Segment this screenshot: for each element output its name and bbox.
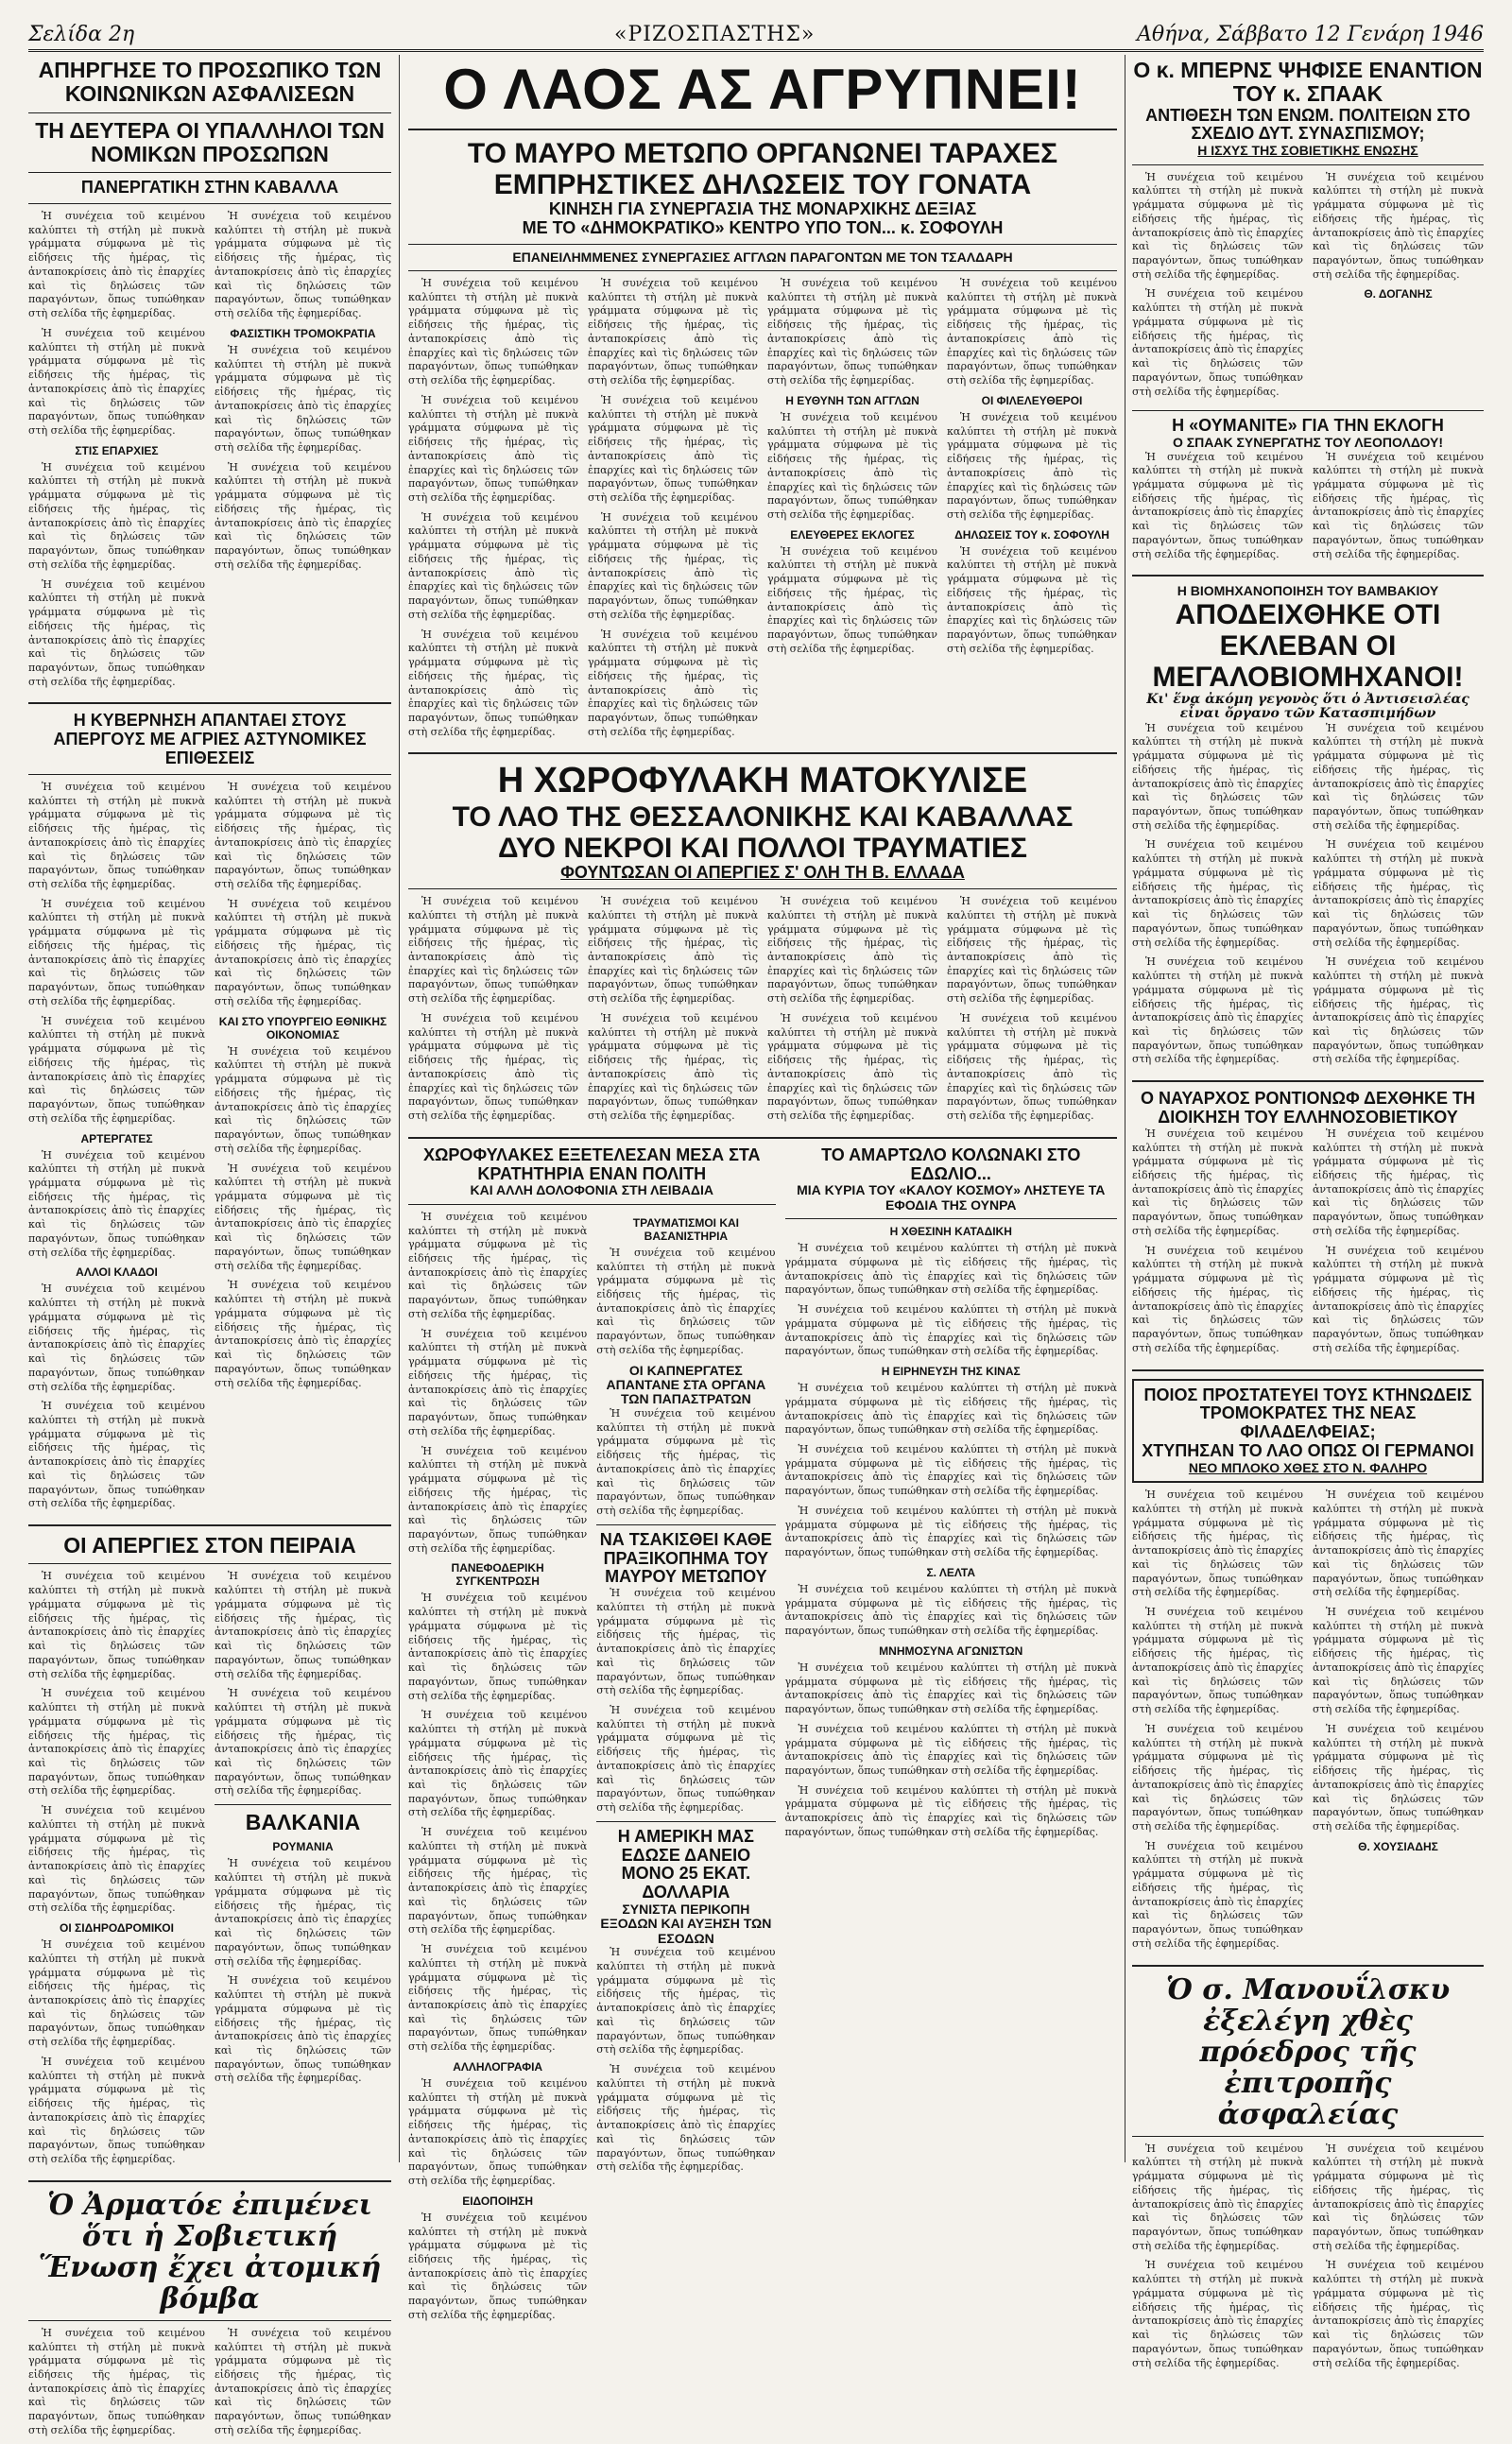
- article-text: Ἡ συνέχεια τοῦ κειμένου καλύπτει τὴ στήλη μὲ πυκνὰ γράμματα σύμφωνα μὲ τὶς εἰδήσεις τῆς ἡμέρας, τὶς ἀνταποκρίσεις ἀπὸ τὶς ἐπαρχίες καὶ τὶς δηλώσεις τῶν παραγόντων, ὅπως τυπώθηκαν στὴ σελίδα τῆς ἐφημερίδας.: [767, 1011, 937, 1123]
- article-text: Ἡ συνέχεια τοῦ κειμένου καλύπτει τὴ στήλη μὲ πυκνὰ γράμματα σύμφωνα μὲ τὶς εἰδήσεις τῆς ἡμέρας, τὶς ἀνταποκρίσεις ἀπὸ τὶς ἐπαρχίες καὶ τὶς δηλώσεις τῶν παραγόντων, ὅπως τυπώθηκαν στὴ σελίδα τῆς ἐφημερίδας.: [215, 460, 391, 571]
- article-text: Ἡ συνέχεια τοῦ κειμένου καλύπτει τὴ στήλη μὲ πυκνὰ γράμματα σύμφωνα μὲ τὶς εἰδήσεις τῆς ἡμέρας, τὶς ἀνταποκρίσεις ἀπὸ τὶς ἐπαρχίες καὶ τὶς δηλώσεις τῶν παραγόντων, ὅπως τυπώθηκαν στὴ σελίδα τῆς ἐφημερίδας.: [784, 1661, 1117, 1716]
- article-text: Ἡ συνέχεια τοῦ κειμένου καλύπτει τὴ στήλη μὲ πυκνὰ γράμματα σύμφωνα μὲ τὶς εἰδήσεις τῆς ἡμέρας, τὶς ἀνταποκρίσεις ἀπὸ τὶς ἐπαρχίες καὶ τὶς δηλώσεις τῶν παραγόντων, ὅπως τυπώθηκαν στὴ σελίδα τῆς ἐφημερίδας.: [588, 510, 758, 621]
- article-text: Ἡ συνέχεια τοῦ κειμένου καλύπτει τὴ στήλη μὲ πυκνὰ γράμματα σύμφωνα μὲ τὶς εἰδήσεις τῆς ἡμέρας, τὶς ἀνταποκρίσεις ἀπὸ τὶς ἐπαρχίες καὶ τὶς δηλώσεις τῶν παραγόντων, ὅπως τυπώθηκαν στὴ σελίδα τῆς ἐφημερίδας.: [588, 276, 758, 387]
- signature: Θ. ΔΟΓΑΝΗΣ: [1364, 287, 1433, 301]
- article-text: Ἡ συνέχεια τοῦ κειμένου καλύπτει τὴ στήλη μὲ πυκνὰ γράμματα σύμφωνα μὲ τὶς εἰδήσεις τῆς ἡμέρας, τὶς ἀνταποκρίσεις ἀπὸ τὶς ἐπαρχίες καὶ τὶς δηλώσεις τῶν παραγόντων, ὅπως τυπώθηκαν στὴ σελίδα τῆς ἐφημερίδας.: [215, 1044, 391, 1155]
- headline-lady-unrra: ΜΙΑ ΚΥΡΙΑ ΤΟΥ «ΚΑΛΟΥ ΚΟΣΜΟΥ» ΛΗΣΤΕΥΕ ΤΑ ΕΦΟΔΙΑ ΤΗΣ ΟΥΝΡΑ: [797, 1182, 1106, 1213]
- subhead: ΕΛΕΥΘΕΡΕΣ ΕΚΛΟΓΕΣ: [790, 527, 915, 542]
- article-text: Ἡ συνέχεια τοῦ κειμένου καλύπτει τὴ στήλη μὲ πυκνὰ γράμματα σύμφωνα μὲ τὶς εἰδήσεις τῆς ἡμέρας, τὶς ἀνταποκρίσεις ἀπὸ τὶς ἐπαρχίες καὶ τὶς δηλώσεις τῶν παραγόντων, ὅπως τυπώθηκαν στὴ σελίδα τῆς ἐφημερίδας.: [588, 1011, 758, 1123]
- article-text: Ἡ συνέχεια τοῦ κειμένου καλύπτει τὴ στήλη μὲ πυκνὰ γράμματα σύμφωνα μὲ τὶς εἰδήσεις τῆς ἡμέρας, τὶς ἀνταποκρίσεις ἀπὸ τὶς ἐπαρχίες καὶ τὶς δηλώσεις τῶν παραγόντων, ὅπως τυπώθηκαν στὴ σελίδα τῆς ἐφημερίδας.: [28, 326, 205, 437]
- article-text: Ἡ συνέχεια τοῦ κειμένου καλύπτει τὴ στήλη μὲ πυκνὰ γράμματα σύμφωνα μὲ τὶς εἰδήσεις τῆς ἡμέρας, τὶς ἀνταποκρίσεις ἀπὸ τὶς ἐπαρχίες καὶ τὶς δηλώσεις τῶν παραγόντων, ὅπως τυπώθηκαν στὴ σελίδα τῆς ἐφημερίδας.: [784, 1582, 1117, 1638]
- signature: Θ. ΧΟΥΣΙΑΔΗΣ: [1358, 1839, 1438, 1853]
- page-number: Σελίδα 2η: [28, 23, 135, 46]
- article-text: Ἡ συνέχεια τοῦ κειμένου καλύπτει τὴ στήλη μὲ πυκνὰ γράμματα σύμφωνα μὲ τὶς εἰδήσεις τῆς ἡμέρας, τὶς ἀνταποκρίσεις ἀπὸ τὶς ἐπαρχίες καὶ τὶς δηλώσεις τῶν παραγόντων, ὅπως τυπώθηκαν στὴ σελίδα τῆς ἐφημερίδας.: [784, 1504, 1117, 1559]
- article-text: Ἡ συνέχεια τοῦ κειμένου καλύπτει τὴ στήλη μὲ πυκνὰ γράμματα σύμφωνα μὲ τὶς εἰδήσεις τῆς ἡμέρας, τὶς ἀνταποκρίσεις ἀπὸ τὶς ἐπαρχίες καὶ τὶς δηλώσεις τῶν παραγόντων, ὅπως τυπώθηκαν στὴ σελίδα τῆς ἐφημερίδας.: [767, 544, 937, 655]
- article-text: Ἡ συνέχεια τοῦ κειμένου καλύπτει τὴ στήλη μὲ πυκνὰ γράμματα σύμφωνα μὲ τὶς εἰδήσεις τῆς ἡμέρας, τὶς ἀνταποκρίσεις ἀπὸ τὶς ἐπαρχίες καὶ τὶς δηλώσεις τῶν παραγόντων, ὅπως τυπώθηκαν στὴ σελίδα τῆς ἐφημερίδας.: [408, 1011, 578, 1123]
- paper-name: «ΡΙΖΟΣΠΑΣΤΗΣ»: [614, 23, 816, 46]
- subhead: ΜΝΗΜΟΣΥΝΑ ΑΓΩΝΙΣΤΩΝ: [879, 1644, 1023, 1658]
- article-text: Ἡ συνέχεια τοῦ κειμένου καλύπτει τὴ στήλη μὲ πυκνὰ γράμματα σύμφωνα μὲ τὶς εἰδήσεις τῆς ἡμέρας, τὶς ἀνταποκρίσεις ἀπὸ τὶς ἐπαρχίες καὶ τὶς δηλώσεις τῶν παραγόντων, ὅπως τυπώθηκαν στὴ σελίδα τῆς ἐφημερίδας.: [408, 1592, 588, 1702]
- article-text: Ἡ συνέχεια τοῦ κειμένου καλύπτει τὴ στήλη μὲ πυκνὰ γράμματα σύμφωνα μὲ τὶς εἰδήσεις τῆς ἡμέρας, τὶς ἀνταποκρίσεις ἀπὸ τὶς ἐπαρχίες καὶ τὶς δηλώσεις τῶν παραγόντων, ὅπως τυπώθηκαν στὴ σελίδα τῆς ἐφημερίδας.: [408, 1327, 588, 1437]
- article-text: Ἡ συνέχεια τοῦ κειμένου καλύπτει τὴ στήλη μὲ πυκνὰ γράμματα σύμφωνα μὲ τὶς εἰδήσεις τῆς ἡμέρας, τὶς ἀνταποκρίσεις ἀπὸ τὶς ἐπαρχίες καὶ τὶς δηλώσεις τῶν παραγόντων, ὅπως τυπώθηκαν στὴ σελίδα τῆς ἐφημερίδας.: [1132, 2259, 1304, 2369]
- subhead: ΣΤΙΣ ΕΠΑΡΧΙΕΣ: [75, 443, 159, 457]
- article-text: Ἡ συνέχεια τοῦ κειμένου καλύπτει τὴ στήλη μὲ πυκνὰ γράμματα σύμφωνα μὲ τὶς εἰδήσεις τῆς ἡμέρας, τὶς ἀνταποκρίσεις ἀπὸ τὶς ἐπαρχίες καὶ τὶς δηλώσεις τῶν παραγόντων, ὅπως τυπώθηκαν στὴ σελίδα τῆς ἐφημερίδας.: [28, 2055, 205, 2166]
- subhead: ΟΙ ΦΙΛΕΛΕΥΘΕΡΟΙ: [981, 393, 1083, 407]
- article-text: Ἡ συνέχεια τοῦ κειμένου καλύπτει τὴ στήλη μὲ πυκνὰ γράμματα σύμφωνα μὲ τὶς εἰδήσεις τῆς ἡμέρας, τὶς ἀνταποκρίσεις ἀπὸ τὶς ἐπαρχίες καὶ τὶς δηλώσεις τῶν παραγόντων, ὅπως τυπώθηκαν στὴ σελίδα τῆς ἐφημερίδας.: [1313, 1127, 1485, 1237]
- headline-execution: ΧΩΡΟΦΥΛΑΚΕΣ ΕΞΕΤΕΛΕΣΑΝ ΜΕΣΑ ΣΤΑ ΚΡΑΤΗΤΗΡΙΑ ΕΝΑΝ ΠΟΛΙΤΗ: [422, 1145, 761, 1183]
- article-text: Ἡ συνέχεια τοῦ κειμένου καλύπτει τὴ στήλη μὲ πυκνὰ γράμματα σύμφωνα μὲ τὶς εἰδήσεις τῆς ἡμέρας, τὶς ἀνταποκρίσεις ἀπὸ τὶς ἐπαρχίες καὶ τὶς δηλώσεις τῶν παραγόντων, ὅπως τυπώθηκαν στὴ σελίδα τῆς ἐφημερίδας.: [947, 544, 1117, 655]
- article-text: Ἡ συνέχεια τοῦ κειμένου καλύπτει τὴ στήλη μὲ πυκνὰ γράμματα σύμφωνα μὲ τὶς εἰδήσεις τῆς ἡμέρας, τὶς ἀνταποκρίσεις ἀπὸ τὶς ἐπαρχίες καὶ τὶς δηλώσεις τῶν παραγόντων, ὅπως τυπώθηκαν στὴ σελίδα τῆς ἐφημερίδας.: [1132, 287, 1304, 398]
- headline-dead-wounded: ΔΥΟ ΝΕΚΡΟΙ ΚΑΙ ΠΟΛΛΟΙ ΤΡΑΥΜΑΤΙΕΣ: [497, 833, 1028, 865]
- article-text: Ἡ συνέχεια τοῦ κειμένου καλύπτει τὴ στήλη μὲ πυκνὰ γράμματα σύμφωνα μὲ τὶς εἰδήσεις τῆς ἡμέρας, τὶς ἀνταποκρίσεις ἀπὸ τὶς ἐπαρχίες καὶ τὶς δηλώσεις τῶν παραγόντων, ὅπως τυπώθηκαν στὴ σελίδα τῆς ἐφημερίδας.: [947, 895, 1117, 1006]
- article-text: Ἡ συνέχεια τοῦ κειμένου καλύπτει τὴ στήλη μὲ πυκνὰ γράμματα σύμφωνα μὲ τὶς εἰδήσεις τῆς ἡμέρας, τὶς ἀνταποκρίσεις ἀπὸ τὶς ἐπαρχίες καὶ τὶς δηλώσεις τῶν παραγόντων, ὅπως τυπώθηκαν στὴ σελίδα τῆς ἐφημερίδας.: [784, 1303, 1117, 1358]
- article-text: Ἡ συνέχεια τοῦ κειμένου καλύπτει τὴ στήλη μὲ πυκνὰ γράμματα σύμφωνα μὲ τὶς εἰδήσεις τῆς ἡμέρας, τὶς ἀνταποκρίσεις ἀπὸ τὶς ἐπαρχίες καὶ τὶς δηλώσεις τῶν παραγόντων, ὅπως τυπώθηκαν στὴ σελίδα τῆς ἐφημερίδας.: [215, 209, 391, 320]
- article-text: Ἡ συνέχεια τοῦ κειμένου καλύπτει τὴ στήλη μὲ πυκνὰ γράμματα σύμφωνα μὲ τὶς εἰδήσεις τῆς ἡμέρας, τὶς ἀνταποκρίσεις ἀπὸ τὶς ἐπαρχίες καὶ τὶς δηλώσεις τῶν παραγόντων, ὅπως τυπώθηκαν στὴ σελίδα τῆς ἐφημερίδας.: [596, 1406, 776, 1517]
- article-text: Ἡ συνέχεια τοῦ κειμένου καλύπτει τὴ στήλη μὲ πυκνὰ γράμματα σύμφωνα μὲ τὶς εἰδήσεις τῆς ἡμέρας, τὶς ἀνταποκρίσεις ἀπὸ τὶς ἐπαρχίες καὶ τὶς δηλώσεις τῶν παραγόντων, ὅπως τυπώθηκαν στὴ σελίδα τῆς ἐφημερίδας.: [596, 2063, 776, 2174]
- article-text: Ἡ συνέχεια τοῦ κειμένου καλύπτει τὴ στήλη μὲ πυκνὰ γράμματα σύμφωνα μὲ τὶς εἰδήσεις τῆς ἡμέρας, τὶς ἀνταποκρίσεις ἀπὸ τὶς ἐπαρχίες καὶ τὶς δηλώσεις τῶν παραγόντων, ὅπως τυπώθηκαν στὴ σελίδα τῆς ἐφημερίδας.: [408, 628, 578, 738]
- headline-monarchist: ΚΙΝΗΣΗ ΓΙΑ ΣΥΝΕΡΓΑΣΙΑ ΤΗΣ ΜΟΝΑΡΧΙΚΗΣ ΔΕΞΙΑΣ: [548, 199, 977, 218]
- article-text: Ἡ συνέχεια τοῦ κειμένου καλύπτει τὴ στήλη μὲ πυκνὰ γράμματα σύμφωνα μὲ τὶς εἰδήσεις τῆς ἡμέρας, τὶς ἀνταποκρίσεις ἀπὸ τὶς ἐπαρχίες καὶ τὶς δηλώσεις τῶν παραγόντων, ὅπως τυπώθηκαν στὴ σελίδα τῆς ἐφημερίδας.: [28, 1938, 205, 2049]
- article-text: Ἡ συνέχεια τοῦ κειμένου καλύπτει τὴ στήλη μὲ πυκνὰ γράμματα σύμφωνα μὲ τὶς εἰδήσεις τῆς ἡμέρας, τὶς ἀνταποκρίσεις ἀπὸ τὶς ἐπαρχίες καὶ τὶς δηλώσεις τῶν παραγόντων, ὅπως τυπώθηκαν στὴ σελίδα τῆς ἐφημερίδας.: [28, 1570, 205, 1680]
- subhead: Η ΕΙΡΗΝΕΥΣΗ ΤΗΣ ΚΙΝΑΣ: [881, 1365, 1021, 1379]
- headline-gendarmerie: Η ΧΩΡΟΦΥΛΑΚΗ ΜΑΤΟΚΥΛΙΣΕ: [497, 761, 1028, 801]
- headline-humanite: Η «ΟΥΜΑΝΙΤΕ» ΓΙΑ ΤΗΝ ΕΚΛΟΓΗ: [1172, 416, 1444, 436]
- article-text: Ἡ συνέχεια τοῦ κειμένου καλύπτει τὴ στήλη μὲ πυκνὰ γράμματα σύμφωνα μὲ τὶς εἰδήσεις τῆς ἡμέρας, τὶς ἀνταποκρίσεις ἀπὸ τὶς ἐπαρχίες καὶ τὶς δηλώσεις τῶν παραγόντων, ὅπως τυπώθηκαν στὴ σελίδα τῆς ἐφημερίδας.: [28, 1400, 205, 1510]
- headline-cotton: Η ΒΙΟΜΗΧΑΝΟΠΟΙΗΣΗ ΤΟΥ ΒΑΜΒΑΚΙΟΥ: [1177, 583, 1439, 599]
- article-text: Ἡ συνέχεια τοῦ κειμένου καλύπτει τὴ στήλη μὲ πυκνὰ γράμματα σύμφωνα μὲ τὶς εἰδήσεις τῆς ἡμέρας, τὶς ἀνταποκρίσεις ἀπὸ τὶς ἐπαρχίες καὶ τὶς δηλώσεις τῶν παραγόντων, ὅπως τυπώθηκαν στὴ σελίδα τῆς ἐφημερίδας.: [784, 1382, 1117, 1437]
- headline-faliro-block: ΝΕΟ ΜΠΛΟΚΟ ΧΘΕΣ ΣΤΟ Ν. ΦΑΛΗΡΟ: [1188, 1459, 1428, 1475]
- article-text: Ἡ συνέχεια τοῦ κειμένου καλύπτει τὴ στήλη μὲ πυκνὰ γράμματα σύμφωνα μὲ τὶς εἰδήσεις τῆς ἡμέρας, τὶς ἀνταποκρίσεις ἀπὸ τὶς ἐπαρχίες καὶ τὶς δηλώσεις τῶν παραγόντων, ὅπως τυπώθηκαν στὴ σελίδα τῆς ἐφημερίδας.: [215, 1857, 391, 1968]
- article-text: Ἡ συνέχεια τοῦ κειμένου καλύπτει τὴ στήλη μὲ πυκνὰ γράμματα σύμφωνα μὲ τὶς εἰδήσεις τῆς ἡμέρας, τὶς ἀνταποκρίσεις ἀπὸ τὶς ἐπαρχίες καὶ τὶς δηλώσεις τῶν παραγόντων, ὅπως τυπώθηκαν στὴ σελίδα τῆς ἐφημερίδας.: [1313, 2142, 1485, 2252]
- article-text: Ἡ συνέχεια τοῦ κειμένου καλύπτει τὴ στήλη μὲ πυκνὰ γράμματα σύμφωνα μὲ τὶς εἰδήσεις τῆς ἡμέρας, τὶς ἀνταποκρίσεις ἀπὸ τὶς ἐπαρχίες καὶ τὶς δηλώσεις τῶν παραγόντων, ὅπως τυπώθηκαν στὴ σελίδα τῆς ἐφημερίδας.: [408, 895, 578, 1006]
- issue-date: Αθήνα, Σάββατο 12 Γενάρη 1946: [1136, 23, 1484, 46]
- headline-balkans: ΒΑΛΚΑΝΙΑ: [245, 1810, 361, 1835]
- right-column: [1132, 58, 1485, 2369]
- headline-crush-coup: ΝΑ ΤΣΑΚΙΣΘΕΙ ΚΑΘΕ ΠΡΑΞΙΚΟΠΗΜΑ ΤΟΥ ΜΑΥΡΟΥ ΜΕΤΩΠΟΥ: [599, 1529, 772, 1587]
- article-text: Ἡ συνέχεια τοῦ κειμένου καλύπτει τὴ στήλη μὲ πυκνὰ γράμματα σύμφωνα μὲ τὶς εἰδήσεις τῆς ἡμέρας, τὶς ἀνταποκρίσεις ἀπὸ τὶς ἐπαρχίες καὶ τὶς δηλώσεις τῶν παραγόντων, ὅπως τυπώθηκαν στὴ σελίδα τῆς ἐφημερίδας.: [947, 410, 1117, 521]
- subhead: ΡΟΥΜΑΝΙΑ: [272, 1840, 334, 1854]
- article-text: Ἡ συνέχεια τοῦ κειμένου καλύπτει τὴ στήλη μὲ πυκνὰ γράμματα σύμφωνα μὲ τὶς εἰδήσεις τῆς ἡμέρας, τὶς ἀνταποκρίσεις ἀπὸ τὶς ἐπαρχίες καὶ τὶς δηλώσεις τῶν παραγόντων, ὅπως τυπώθηκαν στὴ σελίδα τῆς ἐφημερίδας.: [1132, 450, 1304, 560]
- article-text: Ἡ συνέχεια τοῦ κειμένου καλύπτει τὴ στήλη μὲ πυκνὰ γράμματα σύμφωνα μὲ τὶς εἰδήσεις τῆς ἡμέρας, τὶς ἀνταποκρίσεις ἀπὸ τὶς ἐπαρχίες καὶ τὶς δηλώσεις τῶν παραγόντων, ὅπως τυπώθηκαν στὴ σελίδα τῆς ἐφημερίδας.: [215, 1687, 391, 1798]
- center-column: [408, 58, 1117, 2321]
- article-text: Ἡ συνέχεια τοῦ κειμένου καλύπτει τὴ στήλη μὲ πυκνὰ γράμματα σύμφωνα μὲ τὶς εἰδήσεις τῆς ἡμέρας, τὶς ἀνταποκρίσεις ἀπὸ τὶς ἐπαρχίες καὶ τὶς δηλώσεις τῶν παραγόντων, ὅπως τυπώθηκαν στὴ σελίδα τῆς ἐφημερίδας.: [408, 1943, 588, 2054]
- subhead: ΕΙΔΟΠΟΙΗΣΗ: [462, 2194, 534, 2208]
- headline-black-front: ΤΟ ΜΑΥΡΟ ΜΕΤΩΠΟ ΟΡΓΑΝΩΝΕΙ ΤΑΡΑΧΕΣ: [467, 138, 1058, 169]
- article-text: Ἡ συνέχεια τοῦ κειμένου καλύπτει τὴ στήλη μὲ πυκνὰ γράμματα σύμφωνα μὲ τὶς εἰδήσεις τῆς ἡμέρας, τὶς ἀνταποκρίσεις ἀπὸ τὶς ἐπαρχίες καὶ τὶς δηλώσεις τῶν παραγόντων, ὅπως τυπώθηκαν στὴ σελίδα τῆς ἐφημερίδας.: [28, 1687, 205, 1798]
- article-text: Ἡ συνέχεια τοῦ κειμένου καλύπτει τὴ στήλη μὲ πυκνὰ γράμματα σύμφωνα μὲ τὶς εἰδήσεις τῆς ἡμέρας, τὶς ἀνταποκρίσεις ἀπὸ τὶς ἐπαρχίες καὶ τὶς δηλώσεις τῶν παραγόντων, ὅπως τυπώθηκαν στὴ σελίδα τῆς ἐφημερίδας.: [596, 1246, 776, 1356]
- article-text: Ἡ συνέχεια τοῦ κειμένου καλύπτει τὴ στήλη μὲ πυκνὰ γράμματα σύμφωνα μὲ τὶς εἰδήσεις τῆς ἡμέρας, τὶς ἀνταποκρίσεις ἀπὸ τὶς ἐπαρχίες καὶ τὶς δηλώσεις τῶν παραγόντων, ὅπως τυπώθηκαν στὴ σελίδα τῆς ἐφημερίδας.: [596, 1946, 776, 2057]
- subhead: ΑΛΛΟΙ ΚΛΑΔΟΙ: [76, 1265, 158, 1280]
- article-text: Ἡ συνέχεια τοῦ κειμένου καλύπτει τὴ στήλη μὲ πυκνὰ γράμματα σύμφωνα μὲ τὶς εἰδήσεις τῆς ἡμέρας, τὶς ἀνταποκρίσεις ἀπὸ τὶς ἐπαρχίες καὶ τὶς δηλώσεις τῶν παραγόντων, ὅπως τυπώθηκαν στὴ σελίδα τῆς ἐφημερίδας.: [1313, 1722, 1485, 1833]
- article-text: Ἡ συνέχεια τοῦ κειμένου καλύπτει τὴ στήλη μὲ πυκνὰ γράμματα σύμφωνα μὲ τὶς εἰδήσεις τῆς ἡμέρας, τὶς ἀνταποκρίσεις ἀπὸ τὶς ἐπαρχίες καὶ τὶς δηλώσεις τῶν παραγόντων, ὅπως τυπώθηκαν στὴ σελίδα τῆς ἐφημερίδας.: [28, 209, 205, 320]
- article-text: Ἡ συνέχεια τοῦ κειμένου καλύπτει τὴ στήλη μὲ πυκνὰ γράμματα σύμφωνα μὲ τὶς εἰδήσεις τῆς ἡμέρας, τὶς ἀνταποκρίσεις ἀπὸ τὶς ἐπαρχίες καὶ τὶς δηλώσεις τῶν παραγόντων, ὅπως τυπώθηκαν στὴ σελίδα τῆς ἐφημερίδας.: [28, 1148, 205, 1259]
- subhead: ΑΡΤΕΡΓΑΤΕΣ: [80, 1131, 153, 1145]
- article-text: Ἡ συνέχεια τοῦ κειμένου καλύπτει τὴ στήλη μὲ πυκνὰ γράμματα σύμφωνα μὲ τὶς εἰδήσεις τῆς ἡμέρας, τὶς ἀνταποκρίσεις ἀπὸ τὶς ἐπαρχίες καὶ τὶς δηλώσεις τῶν παραγόντων, ὅπως τυπώθηκαν στὴ σελίδα τῆς ἐφημερίδας.: [784, 1443, 1117, 1498]
- headline-antiseisleas: Κι' ἕνα ἀκόμη γεγονὸς ὅτι ὁ Ἀντισεισλέας εἶναι ὄργανο τῶν Κατασπιμήδων: [1146, 691, 1469, 722]
- article-text: Ἡ συνέχεια τοῦ κειμένου καλύπτει τὴ στήλη μὲ πυκνὰ γράμματα σύμφωνα μὲ τὶς εἰδήσεις τῆς ἡμέρας, τὶς ἀνταποκρίσεις ἀπὸ τὶς ἐπαρχίες καὶ τὶς δηλώσεις τῶν παραγόντων, ὅπως τυπώθηκαν στὴ σελίδα τῆς ἐφημερίδας.: [588, 393, 758, 504]
- article-text: Ἡ συνέχεια τοῦ κειμένου καλύπτει τὴ στήλη μὲ πυκνὰ γράμματα σύμφωνα μὲ τὶς εἰδήσεις τῆς ἡμέρας, τὶς ἀνταποκρίσεις ἀπὸ τὶς ἐπαρχίες καὶ τὶς δηλώσεις τῶν παραγόντων, ὅπως τυπώθηκαν στὴ σελίδα τῆς ἐφημερίδας.: [784, 1242, 1117, 1297]
- article-text: Ἡ συνέχεια τοῦ κειμένου καλύπτει τὴ στήλη μὲ πυκνὰ γράμματα σύμφωνα μὲ τὶς εἰδήσεις τῆς ἡμέρας, τὶς ἀνταποκρίσεις ἀπὸ τὶς ἐπαρχίες καὶ τὶς δηλώσεις τῶν παραγόντων, ὅπως τυπώθηκαν στὴ σελίδα τῆς ἐφημερίδας.: [215, 2326, 391, 2436]
- headline-piraeus-strikes: ΟΙ ΑΠΕΡΓΙΕΣ ΣΤΟΝ ΠΕΙΡΑΙΑ: [63, 1533, 356, 1558]
- article-text: Ἡ συνέχεια τοῦ κειμένου καλύπτει τὴ στήλη μὲ πυκνὰ γράμματα σύμφωνα μὲ τὶς εἰδήσεις τῆς ἡμέρας, τὶς ἀνταποκρίσεις ἀπὸ τὶς ἐπαρχίες καὶ τὶς δηλώσεις τῶν παραγόντων, ὅπως τυπώθηκαν στὴ σελίδα τῆς ἐφημερίδας.: [1313, 838, 1485, 949]
- headline-strikes-north: ΦΟΥΝΤΩΣΑΝ ΟΙ ΑΠΕΡΓΙΕΣ Σ' ΟΛΗ ΤΗ Β. ΕΛΛΑΔΑ: [560, 863, 965, 883]
- headline-sofoulis: ΜΕ ΤΟ «ΔΗΜΟΚΡΑΤΙΚΟ» ΚΕΝΤΡΟ ΥΠΟ ΤΟΝ... κ. ΣΟΦΟΥΛΗ: [522, 217, 1004, 237]
- column-rule: [399, 55, 400, 2162]
- article-text: Ἡ συνέχεια τοῦ κειμένου καλύπτει τὴ στήλη μὲ πυκνὰ γράμματα σύμφωνα μὲ τὶς εἰδήσεις τῆς ἡμέρας, τὶς ἀνταποκρίσεις ἀπὸ τὶς ἐπαρχίες καὶ τὶς δηλώσεις τῶν παραγόντων, ὅπως τυπώθηκαν στὴ σελίδα τῆς ἐφημερίδας.: [28, 577, 205, 688]
- headline-industrialists: ΑΠΟΔΕΙΧΘΗΚΕ ΟΤΙ ΕΚΛΕΒΑΝ ΟΙ ΜΕΓΑΛΟΒΙΟΜΗΧΑΝΟΙ!: [1152, 598, 1464, 693]
- article-text: Ἡ συνέχεια τοῦ κειμένου καλύπτει τὴ στήλη μὲ πυκνὰ γράμματα σύμφωνα μὲ τὶς εἰδήσεις τῆς ἡμέρας, τὶς ἀνταποκρίσεις ἀπὸ τὶς ἐπαρχίες καὶ τὶς δηλώσεις τῶν παραγόντων, ὅπως τυπώθηκαν στὴ σελίδα τῆς ἐφημερίδας.: [784, 1722, 1117, 1777]
- article-text: Ἡ συνέχεια τοῦ κειμένου καλύπτει τὴ στήλη μὲ πυκνὰ γράμματα σύμφωνα μὲ τὶς εἰδήσεις τῆς ἡμέρας, τὶς ἀνταποκρίσεις ἀπὸ τὶς ἐπαρχίες καὶ τὶς δηλώσεις τῶν παραγόντων, ὅπως τυπώθηκαν στὴ σελίδα τῆς ἐφημερίδας.: [28, 2326, 205, 2436]
- headline-government-strikers: Η ΚΥΒΕΡΝΗΣΗ ΑΠΑΝΤΑΕΙ ΣΤΟΥΣ ΑΠΕΡΓΟΥΣ ΜΕ ΑΓΡΙΕΣ ΑΣΤΥΝΟΜΙΚΕΣ ΕΠΙΘΕΣΕΙΣ: [53, 711, 367, 768]
- article-text: Ἡ συνέχεια τοῦ κειμένου καλύπτει τὴ στήλη μὲ πυκνὰ γράμματα σύμφωνα μὲ τὶς εἰδήσεις τῆς ἡμέρας, τὶς ἀνταποκρίσεις ἀπὸ τὶς ἐπαρχίες καὶ τὶς δηλώσεις τῶν παραγόντων, ὅπως τυπώθηκαν στὴ σελίδα τῆς ἐφημερίδας.: [408, 393, 578, 504]
- article-text: Ἡ συνέχεια τοῦ κειμένου καλύπτει τὴ στήλη μὲ πυκνὰ γράμματα σύμφωνα μὲ τὶς εἰδήσεις τῆς ἡμέρας, τὶς ἀνταποκρίσεις ἀπὸ τὶς ἐπαρχίες καὶ τὶς δηλώσεις τῶν παραγόντων, ὅπως τυπώθηκαν στὴ σελίδα τῆς ἐφημερίδας.: [1132, 1839, 1304, 1950]
- article-text: Ἡ συνέχεια τοῦ κειμένου καλύπτει τὴ στήλη μὲ πυκνὰ γράμματα σύμφωνα μὲ τὶς εἰδήσεις τῆς ἡμέρας, τὶς ἀνταποκρίσεις ἀπὸ τὶς ἐπαρχίες καὶ τὶς δηλώσεις τῶν παραγόντων, ὅπως τυπώθηκαν στὴ σελίδα τῆς ἐφημερίδας.: [1313, 1244, 1485, 1354]
- subhead: ΔΗΛΩΣΕΙΣ ΤΟΥ κ. ΣΟΦΟΥΛΗ: [954, 527, 1109, 542]
- headline-kavala: ΠΑΝΕΡΓΑΤΙΚΗ ΣΤΗΝ ΚΑΒΑΛΛΑ: [80, 178, 339, 198]
- signature: Σ. ΛΕΛΤΑ: [926, 1565, 976, 1579]
- article-text: Ἡ συνέχεια τοῦ κειμένου καλύπτει τὴ στήλη μὲ πυκνὰ γράμματα σύμφωνα μὲ τὶς εἰδήσεις τῆς ἡμέρας, τὶς ἀνταποκρίσεις ἀπὸ τὶς ἐπαρχίες καὶ τὶς δηλώσεις τῶν παραγόντων, ὅπως τυπώθηκαν στὴ σελίδα τῆς ἐφημερίδας.: [28, 460, 205, 571]
- article-text: Ἡ συνέχεια τοῦ κειμένου καλύπτει τὴ στήλη μὲ πυκνὰ γράμματα σύμφωνα μὲ τὶς εἰδήσεις τῆς ἡμέρας, τὶς ἀνταποκρίσεις ἀπὸ τὶς ἐπαρχίες καὶ τὶς δηλώσεις τῶν παραγόντων, ὅπως τυπώθηκαν στὴ σελίδα τῆς ἐφημερίδας.: [408, 2211, 588, 2321]
- article-text: Ἡ συνέχεια τοῦ κειμένου καλύπτει τὴ στήλη μὲ πυκνὰ γράμματα σύμφωνα μὲ τὶς εἰδήσεις τῆς ἡμέρας, τὶς ἀνταποκρίσεις ἀπὸ τὶς ἐπαρχίες καὶ τὶς δηλώσεις τῶν παραγόντων, ὅπως τυπώθηκαν στὴ σελίδα τῆς ἐφημερίδας.: [1132, 1722, 1304, 1833]
- headline-tsaldaris: ΕΠΑΝΕΙΛΗΜΜΕΝΕΣ ΣΥΝΕΡΓΑΣΙΕΣ ΑΓΓΛΩΝ ΠΑΡΑΓΟΝΤΩΝ ΜΕ ΤΟΝ ΤΣΑΛΔΑΡΗ: [512, 249, 1013, 265]
- article-text: Ἡ συνέχεια τοῦ κειμένου καλύπτει τὴ στήλη μὲ πυκνὰ γράμματα σύμφωνα μὲ τὶς εἰδήσεις τῆς ἡμέρας, τὶς ἀνταποκρίσεις ἀπὸ τὶς ἐπαρχίες καὶ τὶς δηλώσεις τῶν παραγόντων, ὅπως τυπώθηκαν στὴ σελίδα τῆς ἐφημερίδας.: [947, 1011, 1117, 1123]
- headline-leivadia: ΚΑΙ ΑΛΛΗ ΔΟΛΟΦΟΝΙΑ ΣΤΗ ΛΕΙΒΑΔΙΑ: [470, 1182, 713, 1198]
- headline-byrnes: Ο κ. ΜΠΕΡΝΣ ΨΗΦΙΣΕ ΕΝΑΝΤΙΟΝ ΤΟΥ κ. ΣΠΑΑΚ: [1133, 58, 1483, 107]
- article-text: Ἡ συνέχεια τοῦ κειμένου καλύπτει τὴ στήλη μὲ πυκνὰ γράμματα σύμφωνα μὲ τὶς εἰδήσεις τῆς ἡμέρας, τὶς ἀνταποκρίσεις ἀπὸ τὶς ἐπαρχίες καὶ τὶς δηλώσεις τῶν παραγόντων, ὅπως τυπώθηκαν στὴ σελίδα τῆς ἐφημερίδας.: [767, 276, 937, 387]
- subhead: ΑΛΛΗΛΟΓΡΑΦΙΑ: [453, 2059, 543, 2074]
- subhead: ΠΑΝΕΦΟΔΕΡΙΚΗ ΣΥΓΚΕΝΤΡΩΣΗ: [451, 1561, 544, 1589]
- headline-tobacco-workers: ΟΙ ΚΑΠΝΕΡΓΑΤΕΣ ΑΠΑΝΤΑΝΕ ΣΤΑ ΟΡΓΑΝΑ ΤΩΝ ΠΑΠΑΣΤΡΑΤΩΝ: [606, 1362, 766, 1407]
- banner-headline: Ο ΛΑΟΣ ΑΣ ΑΓΡΥΠΝΕΙ!: [443, 58, 1082, 121]
- article-text: Ἡ συνέχεια τοῦ κειμένου καλύπτει τὴ στήλη μὲ πυκνὰ γράμματα σύμφωνα μὲ τὶς εἰδήσεις τῆς ἡμέρας, τὶς ἀνταποκρίσεις ἀπὸ τὶς ἐπαρχίες καὶ τὶς δηλώσεις τῶν παραγόντων, ὅπως τυπώθηκαν στὴ σελίδα τῆς ἐφημερίδας.: [408, 1210, 588, 1320]
- headline-spending-cuts: ΣΥΝΙΣΤΑ ΠΕΡΙΚΟΠΗ ΕΞΟΔΩΝ ΚΑΙ ΑΥΞΗΣΗ ΤΩΝ ΕΣΟΔΩΝ: [600, 1902, 772, 1946]
- article-text: Ἡ συνέχεια τοῦ κειμένου καλύπτει τὴ στήλη μὲ πυκνὰ γράμματα σύμφωνα μὲ τὶς εἰδήσεις τῆς ἡμέρας, τὶς ἀνταποκρίσεις ἀπὸ τὶς ἐπαρχίες καὶ τὶς δηλώσεις τῶν παραγόντων, ὅπως τυπώθηκαν στὴ σελίδα τῆς ἐφημερίδας.: [28, 897, 205, 1007]
- article-text: Ἡ συνέχεια τοῦ κειμένου καλύπτει τὴ στήλη μὲ πυκνὰ γράμματα σύμφωνα μὲ τὶς εἰδήσεις τῆς ἡμέρας, τὶς ἀνταποκρίσεις ἀπὸ τὶς ἐπαρχίες καὶ τὶς δηλώσεις τῶν παραγόντων, ὅπως τυπώθηκαν στὴ σελίδα τῆς ἐφημερίδας.: [1132, 2142, 1304, 2252]
- headline-atomic-bomb: Ὁ Ἀρματόε ἐπιμένει ὅτι ἡ Σοβιετική Ἕνωση ἔχει ἀτομική βόμβα: [38, 2188, 382, 2315]
- headline-kolonaki: ΤΟ ΑΜΑΡΤΩΛΟ ΚΟΛΩΝΑΚΙ ΣΤΟ ΕΔΩΛΙΟ...: [821, 1145, 1081, 1183]
- article-text: Ἡ συνέχεια τοῦ κειμένου καλύπτει τὴ στήλη μὲ πυκνὰ γράμματα σύμφωνα μὲ τὶς εἰδήσεις τῆς ἡμέρας, τὶς ἀνταποκρίσεις ἀπὸ τὶς ἐπαρχίες καὶ τὶς δηλώσεις τῶν παραγόντων, ὅπως τυπώθηκαν στὴ σελίδα τῆς ἐφημερίδας.: [215, 897, 391, 1007]
- article-text: Ἡ συνέχεια τοῦ κειμένου καλύπτει τὴ στήλη μὲ πυκνὰ γράμματα σύμφωνα μὲ τὶς εἰδήσεις τῆς ἡμέρας, τὶς ἀνταποκρίσεις ἀπὸ τὶς ἐπαρχίες καὶ τὶς δηλώσεις τῶν παραγόντων, ὅπως τυπώθηκαν στὴ σελίδα τῆς ἐφημερίδας.: [215, 1570, 391, 1680]
- article-text: Ἡ συνέχεια τοῦ κειμένου καλύπτει τὴ στήλη μὲ πυκνὰ γράμματα σύμφωνα μὲ τὶς εἰδήσεις τῆς ἡμέρας, τὶς ἀνταποκρίσεις ἀπὸ τὶς ἐπαρχίες καὶ τὶς δηλώσεις τῶν παραγόντων, ὅπως τυπώθηκαν στὴ σελίδα τῆς ἐφημερίδας.: [784, 1783, 1117, 1838]
- article-text: Ἡ συνέχεια τοῦ κειμένου καλύπτει τὴ στήλη μὲ πυκνὰ γράμματα σύμφωνα μὲ τὶς εἰδήσεις τῆς ἡμέρας, τὶς ἀνταποκρίσεις ἀπὸ τὶς ἐπαρχίες καὶ τὶς δηλώσεις τῶν παραγόντων, ὅπως τυπώθηκαν στὴ σελίδα τῆς ἐφημερίδας.: [1313, 2259, 1485, 2369]
- article-text: Ἡ συνέχεια τοῦ κειμένου καλύπτει τὴ στήλη μὲ πυκνὰ γράμματα σύμφωνα μὲ τὶς εἰδήσεις τῆς ἡμέρας, τὶς ἀνταποκρίσεις ἀπὸ τὶς ἐπαρχίες καὶ τὶς δηλώσεις τῶν παραγόντων, ὅπως τυπώθηκαν στὴ σελίδα τῆς ἐφημερίδας.: [408, 276, 578, 387]
- article-text: Ἡ συνέχεια τοῦ κειμένου καλύπτει τὴ στήλη μὲ πυκνὰ γράμματα σύμφωνα μὲ τὶς εἰδήσεις τῆς ἡμέρας, τὶς ἀνταποκρίσεις ἀπὸ τὶς ἐπαρχίες καὶ τὶς δηλώσεις τῶν παραγόντων, ὅπως τυπώθηκαν στὴ σελίδα τῆς ἐφημερίδας.: [1313, 955, 1485, 1066]
- headline-spaak-leopold: Ο ΣΠΑΑΚ ΣΥΝΕΡΓΑΤΗΣ ΤΟΥ ΛΕΟΠΟΛΔΟΥ!: [1172, 435, 1444, 451]
- article-text: Ἡ συνέχεια τοῦ κειμένου καλύπτει τὴ στήλη μὲ πυκνὰ γράμματα σύμφωνα μὲ τὶς εἰδήσεις τῆς ἡμέρας, τὶς ἀνταποκρίσεις ἀπὸ τὶς ἐπαρχίες καὶ τὶς δηλώσεις τῶν παραγόντων, ὅπως τυπώθηκαν στὴ σελίδα τῆς ἐφημερίδας.: [588, 628, 758, 738]
- article-text: Ἡ συνέχεια τοῦ κειμένου καλύπτει τὴ στήλη μὲ πυκνὰ γράμματα σύμφωνα μὲ τὶς εἰδήσεις τῆς ἡμέρας, τὶς ἀνταποκρίσεις ἀπὸ τὶς ἐπαρχίες καὶ τὶς δηλώσεις τῶν παραγόντων, ὅπως τυπώθηκαν στὴ σελίδα τῆς ἐφημερίδας.: [215, 1162, 391, 1272]
- headline-thessaloniki: ΤΟ ΛΑΟ ΤΗΣ ΘΕΣΣΑΛΟΝΙΚΗΣ ΚΑΙ ΚΑΒΑΛΛΑΣ: [452, 801, 1074, 834]
- boxed-article: [1132, 1379, 1484, 1484]
- article-text: Ἡ συνέχεια τοῦ κειμένου καλύπτει τὴ στήλη μὲ πυκνὰ γράμματα σύμφωνα μὲ τὶς εἰδήσεις τῆς ἡμέρας, τὶς ἀνταποκρίσεις ἀπὸ τὶς ἐπαρχίες καὶ τὶς δηλώσεις τῶν παραγόντων, ὅπως τυπώθηκαν στὴ σελίδα τῆς ἐφημερίδας.: [1132, 955, 1304, 1066]
- article-text: Ἡ συνέχεια τοῦ κειμένου καλύπτει τὴ στήλη μὲ πυκνὰ γράμματα σύμφωνα μὲ τὶς εἰδήσεις τῆς ἡμέρας, τὶς ἀνταποκρίσεις ἀπὸ τὶς ἐπαρχίες καὶ τὶς δηλώσεις τῶν παραγόντων, ὅπως τυπώθηκαν στὴ σελίδα τῆς ἐφημερίδας.: [408, 1709, 588, 1819]
- headline-manuilsky: Ὁ σ. Μανουΐλσκυ ἐξελέγη χθὲς πρόεδρος τῆς ἐπιτροπῆς ἀσφαλείας: [1165, 1972, 1451, 2131]
- article-text: Ἡ συνέχεια τοῦ κειμένου καλύπτει τὴ στήλη μὲ πυκνὰ γράμματα σύμφωνα μὲ τὶς εἰδήσεις τῆς ἡμέρας, τὶς ἀνταποκρίσεις ἀπὸ τὶς ἐπαρχίες καὶ τὶς δηλώσεις τῶν παραγόντων, ὅπως τυπώθηκαν στὴ σελίδα τῆς ἐφημερίδας.: [596, 1587, 776, 1697]
- headline-us-opposition: ΑΝΤΙΘΕΣΗ ΤΩΝ ΕΝΩΜ. ΠΟΛΙΤΕΙΩΝ ΣΤΟ ΣΧΕΔΙΟ ΔΥΤ. ΣΥΝΑΣΠΙΣΜΟΥ;: [1145, 105, 1470, 144]
- article-text: Ἡ συνέχεια τοῦ κειμένου καλύπτει τὴ στήλη μὲ πυκνὰ γράμματα σύμφωνα μὲ τὶς εἰδήσεις τῆς ἡμέρας, τὶς ἀνταποκρίσεις ἀπὸ τὶς ἐπαρχίες καὶ τὶς δηλώσεις τῶν παραγόντων, ὅπως τυπώθηκαν στὴ σελίδα τῆς ἐφημερίδας.: [1313, 1605, 1485, 1716]
- article-text: Ἡ συνέχεια τοῦ κειμένου καλύπτει τὴ στήλη μὲ πυκνὰ γράμματα σύμφωνα μὲ τὶς εἰδήσεις τῆς ἡμέρας, τὶς ἀνταποκρίσεις ἀπὸ τὶς ἐπαρχίες καὶ τὶς δηλώσεις τῶν παραγόντων, ὅπως τυπώθηκαν στὴ σελίδα τῆς ἐφημερίδας.: [767, 895, 937, 1006]
- article-text: Ἡ συνέχεια τοῦ κειμένου καλύπτει τὴ στήλη μὲ πυκνὰ γράμματα σύμφωνα μὲ τὶς εἰδήσεις τῆς ἡμέρας, τὶς ἀνταποκρίσεις ἀπὸ τὶς ἐπαρχίες καὶ τὶς δηλώσεις τῶν παραγόντων, ὅπως τυπώθηκαν στὴ σελίδα τῆς ἐφημερίδας.: [1132, 1605, 1304, 1716]
- left-column: [28, 58, 391, 2436]
- article-text: Ἡ συνέχεια τοῦ κειμένου καλύπτει τὴ στήλη μὲ πυκνὰ γράμματα σύμφωνα μὲ τὶς εἰδήσεις τῆς ἡμέρας, τὶς ἀνταποκρίσεις ἀπὸ τὶς ἐπαρχίες καὶ τὶς δηλώσεις τῶν παραγόντων, ὅπως τυπώθηκαν στὴ σελίδα τῆς ἐφημερίδας.: [408, 1826, 588, 1936]
- article-text: Ἡ συνέχεια τοῦ κειμένου καλύπτει τὴ στήλη μὲ πυκνὰ γράμματα σύμφωνα μὲ τὶς εἰδήσεις τῆς ἡμέρας, τὶς ἀνταποκρίσεις ἀπὸ τὶς ἐπαρχίες καὶ τὶς δηλώσεις τῶν παραγόντων, ὅπως τυπώθηκαν στὴ σελίδα τῆς ἐφημερίδας.: [1132, 838, 1304, 949]
- article-text: Ἡ συνέχεια τοῦ κειμένου καλύπτει τὴ στήλη μὲ πυκνὰ γράμματα σύμφωνα μὲ τὶς εἰδήσεις τῆς ἡμέρας, τὶς ἀνταποκρίσεις ἀπὸ τὶς ἐπαρχίες καὶ τὶς δηλώσεις τῶν παραγόντων, ὅπως τυπώθηκαν στὴ σελίδα τῆς ἐφημερίδας.: [28, 1014, 205, 1125]
- article-text: Ἡ συνέχεια τοῦ κειμένου καλύπτει τὴ στήλη μὲ πυκνὰ γράμματα σύμφωνα μὲ τὶς εἰδήσεις τῆς ἡμέρας, τὶς ἀνταποκρίσεις ἀπὸ τὶς ἐπαρχίες καὶ τὶς δηλώσεις τῶν παραγόντων, ὅπως τυπώθηκαν στὴ σελίδα τῆς ἐφημερίδας.: [215, 1974, 391, 2085]
- article-text: Ἡ συνέχεια τοῦ κειμένου καλύπτει τὴ στήλη μὲ πυκνὰ γράμματα σύμφωνα μὲ τὶς εἰδήσεις τῆς ἡμέρας, τὶς ἀνταποκρίσεις ἀπὸ τὶς ἐπαρχίες καὶ τὶς δηλώσεις τῶν παραγόντων, ὅπως τυπώθηκαν στὴ σελίδα τῆς ἐφημερίδας.: [215, 1279, 391, 1389]
- article-text: Ἡ συνέχεια τοῦ κειμένου καλύπτει τὴ στήλη μὲ πυκνὰ γράμματα σύμφωνα μὲ τὶς εἰδήσεις τῆς ἡμέρας, τὶς ἀνταποκρίσεις ἀπὸ τὶς ἐπαρχίες καὶ τὶς δηλώσεις τῶν παραγόντων, ὅπως τυπώθηκαν στὴ σελίδα τῆς ἐφημερίδας.: [215, 343, 391, 454]
- article-text: Ἡ συνέχεια τοῦ κειμένου καλύπτει τὴ στήλη μὲ πυκνὰ γράμματα σύμφωνα μὲ τὶς εἰδήσεις τῆς ἡμέρας, τὶς ἀνταποκρίσεις ἀπὸ τὶς ἐπαρχίες καὶ τὶς δηλώσεις τῶν παραγόντων, ὅπως τυπώθηκαν στὴ σελίδα τῆς ἐφημερίδας.: [28, 780, 205, 891]
- headline-rodionov: Ο ΝΑΥΑΡΧΟΣ ΡΟΝΤΙΟΝΩΦ ΔΕΧΘΗΚΕ ΤΗ ΔΙΟΙΚΗΣΗ ΤΟΥ ΕΛΛΗΝΟΣΟΒΙΕΤΙΚΟΥ: [1140, 1089, 1476, 1127]
- headline-gonatas: ΕΜΠΡΗΣΤΙΚΕΣ ΔΗΛΩΣΕΙΣ ΤΟΥ ΓΟΝΑΤΑ: [493, 169, 1032, 200]
- article-text: Ἡ συνέχεια τοῦ κειμένου καλύπτει τὴ στήλη μὲ πυκνὰ γράμματα σύμφωνα μὲ τὶς εἰδήσεις τῆς ἡμέρας, τὶς ἀνταποκρίσεις ἀπὸ τὶς ἐπαρχίες καὶ τὶς δηλώσεις τῶν παραγόντων, ὅπως τυπώθηκαν στὴ σελίδα τῆς ἐφημερίδας.: [408, 510, 578, 621]
- article-text: Ἡ συνέχεια τοῦ κειμένου καλύπτει τὴ στήλη μὲ πυκνὰ γράμματα σύμφωνα μὲ τὶς εἰδήσεις τῆς ἡμέρας, τὶς ἀνταποκρίσεις ἀπὸ τὶς ἐπαρχίες καὶ τὶς δηλώσεις τῶν παραγόντων, ὅπως τυπώθηκαν στὴ σελίδα τῆς ἐφημερίδας.: [1132, 1244, 1304, 1354]
- masthead: [28, 17, 1484, 52]
- article-text: Ἡ συνέχεια τοῦ κειμένου καλύπτει τὴ στήλη μὲ πυκνὰ γράμματα σύμφωνα μὲ τὶς εἰδήσεις τῆς ἡμέρας, τὶς ἀνταποκρίσεις ἀπὸ τὶς ἐπαρχίες καὶ τὶς δηλώσεις τῶν παραγόντων, ὅπως τυπώθηκαν στὴ σελίδα τῆς ἐφημερίδας.: [1132, 1127, 1304, 1237]
- article-text: Ἡ συνέχεια τοῦ κειμένου καλύπτει τὴ στήλη μὲ πυκνὰ γράμματα σύμφωνα μὲ τὶς εἰδήσεις τῆς ἡμέρας, τὶς ἀνταποκρίσεις ἀπὸ τὶς ἐπαρχίες καὶ τὶς δηλώσεις τῶν παραγόντων, ὅπως τυπώθηκαν στὴ σελίδα τῆς ἐφημερίδας.: [1132, 721, 1304, 832]
- headline-america-loan: Η ΑΜΕΡΙΚΗ ΜΑΣ ΕΔΩΣΕ ΔΑΝΕΙΟ ΜΟΝΟ 25 ΕΚΑΤ. ΔΟΛΛΑΡΙΑ: [617, 1826, 754, 1902]
- article-text: Ἡ συνέχεια τοῦ κειμένου καλύπτει τὴ στήλη μὲ πυκνὰ γράμματα σύμφωνα μὲ τὶς εἰδήσεις τῆς ἡμέρας, τὶς ἀνταποκρίσεις ἀπὸ τὶς ἐπαρχίες καὶ τὶς δηλώσεις τῶν παραγόντων, ὅπως τυπώθηκαν στὴ σελίδα τῆς ἐφημερίδας.: [28, 1282, 205, 1393]
- article-text: Ἡ συνέχεια τοῦ κειμένου καλύπτει τὴ στήλη μὲ πυκνὰ γράμματα σύμφωνα μὲ τὶς εἰδήσεις τῆς ἡμέρας, τὶς ἀνταποκρίσεις ἀπὸ τὶς ἐπαρχίες καὶ τὶς δηλώσεις τῶν παραγόντων, ὅπως τυπώθηκαν στὴ σελίδα τῆς ἐφημερίδας.: [588, 895, 758, 1006]
- article-text: Ἡ συνέχεια τοῦ κειμένου καλύπτει τὴ στήλη μὲ πυκνὰ γράμματα σύμφωνα μὲ τὶς εἰδήσεις τῆς ἡμέρας, τὶς ἀνταποκρίσεις ἀπὸ τὶς ἐπαρχίες καὶ τὶς δηλώσεις τῶν παραγόντων, ὅπως τυπώθηκαν στὴ σελίδα τῆς ἐφημερίδας.: [767, 410, 937, 521]
- subhead: Η ΧΘΕΣΙΝΗ ΚΑΤΑΔΙΚΗ: [889, 1225, 1012, 1239]
- headline-nomika: ΤΗ ΔΕΥΤΕΡΑ ΟΙ ΥΠΑΛΛΗΛΟΙ ΤΩΝ ΝΟΜΙΚΩΝ ΠΡΟΣΩΠΩΝ: [35, 117, 385, 166]
- article-text: Ἡ συνέχεια τοῦ κειμένου καλύπτει τὴ στήλη μὲ πυκνὰ γράμματα σύμφωνα μὲ τὶς εἰδήσεις τῆς ἡμέρας, τὶς ἀνταποκρίσεις ἀπὸ τὶς ἐπαρχίες καὶ τὶς δηλώσεις τῶν παραγόντων, ὅπως τυπώθηκαν στὴ σελίδα τῆς ἐφημερίδας.: [28, 1804, 205, 1915]
- headline-nea-filadelfeia: ΠΟΙΟΣ ΠΡΟΣΤΑΤΕΥΕΙ ΤΟΥΣ ΚΤΗΝΩΔΕΙΣ ΤΡΟΜΟΚΡΑΤΕΣ ΤΗΣ ΝΕΑΣ ΦΙΛΑΔΕΛΦΕΙΑΣ;: [1143, 1385, 1472, 1442]
- article-text: Ἡ συνέχεια τοῦ κειμένου καλύπτει τὴ στήλη μὲ πυκνὰ γράμματα σύμφωνα μὲ τὶς εἰδήσεις τῆς ἡμέρας, τὶς ἀνταποκρίσεις ἀπὸ τὶς ἐπαρχίες καὶ τὶς δηλώσεις τῶν παραγόντων, ὅπως τυπώθηκαν στὴ σελίδα τῆς ἐφημερίδας.: [408, 1444, 588, 1555]
- subhead: ΟΙ ΣΙΔΗΡΟΔΡΟΜΙΚΟΙ: [60, 1921, 174, 1936]
- headline-like-germans: ΧΤΥΠΗΣΑΝ ΤΟ ΛΑΟ ΟΠΩΣ ΟΙ ΓΕΡΜΑΝΟΙ: [1142, 1440, 1474, 1460]
- subhead: ΦΑΣΙΣΤΙΚΗ ΤΡΟΜΟΚΡΑΤΙΑ: [230, 326, 376, 340]
- article-text: Ἡ συνέχεια τοῦ κειμένου καλύπτει τὴ στήλη μὲ πυκνὰ γράμματα σύμφωνα μὲ τὶς εἰδήσεις τῆς ἡμέρας, τὶς ἀνταποκρίσεις ἀπὸ τὶς ἐπαρχίες καὶ τὶς δηλώσεις τῶν παραγόντων, ὅπως τυπώθηκαν στὴ σελίδα τῆς ἐφημερίδας.: [947, 276, 1117, 387]
- article-text: Ἡ συνέχεια τοῦ κειμένου καλύπτει τὴ στήλη μὲ πυκνὰ γράμματα σύμφωνα μὲ τὶς εἰδήσεις τῆς ἡμέρας, τὶς ἀνταποκρίσεις ἀπὸ τὶς ἐπαρχίες καὶ τὶς δηλώσεις τῶν παραγόντων, ὅπως τυπώθηκαν στὴ σελίδα τῆς ἐφημερίδας.: [1132, 1489, 1304, 1599]
- subhead: ΤΡΑΥΜΑΤΙΣΜΟΙ ΚΑΙ ΒΑΣΑΝΙΣΤΗΡΙΑ: [632, 1215, 739, 1243]
- article-text: Ἡ συνέχεια τοῦ κειμένου καλύπτει τὴ στήλη μὲ πυκνὰ γράμματα σύμφωνα μὲ τὶς εἰδήσεις τῆς ἡμέρας, τὶς ἀνταποκρίσεις ἀπὸ τὶς ἐπαρχίες καὶ τὶς δηλώσεις τῶν παραγόντων, ὅπως τυπώθηκαν στὴ σελίδα τῆς ἐφημερίδας.: [596, 1704, 776, 1815]
- article-text: Ἡ συνέχεια τοῦ κειμένου καλύπτει τὴ στήλη μὲ πυκνὰ γράμματα σύμφωνα μὲ τὶς εἰδήσεις τῆς ἡμέρας, τὶς ἀνταποκρίσεις ἀπὸ τὶς ἐπαρχίες καὶ τὶς δηλώσεις τῶν παραγόντων, ὅπως τυπώθηκαν στὴ σελίδα τῆς ἐφημερίδας.: [408, 2076, 588, 2188]
- article-text: Ἡ συνέχεια τοῦ κειμένου καλύπτει τὴ στήλη μὲ πυκνὰ γράμματα σύμφωνα μὲ τὶς εἰδήσεις τῆς ἡμέρας, τὶς ἀνταποκρίσεις ἀπὸ τὶς ἐπαρχίες καὶ τὶς δηλώσεις τῶν παραγόντων, ὅπως τυπώθηκαν στὴ σελίδα τῆς ἐφημερίδας.: [215, 780, 391, 891]
- subhead: Η ΕΥΘΥΝΗ ΤΩΝ ΑΓΓΛΩΝ: [785, 393, 919, 407]
- headline-ika: ΑΠΗΡΓΗΣΕ ΤΟ ΠΡΟΣΩΠΙΚΟ ΤΩΝ ΚΟΙΝΩΝΙΚΩΝ ΑΣΦΑΛΙΣΕΩΝ: [38, 58, 382, 107]
- article-text: Ἡ συνέχεια τοῦ κειμένου καλύπτει τὴ στήλη μὲ πυκνὰ γράμματα σύμφωνα μὲ τὶς εἰδήσεις τῆς ἡμέρας, τὶς ἀνταποκρίσεις ἀπὸ τὶς ἐπαρχίες καὶ τὶς δηλώσεις τῶν παραγόντων, ὅπως τυπώθηκαν στὴ σελίδα τῆς ἐφημερίδας.: [1313, 450, 1485, 560]
- article-text: Ἡ συνέχεια τοῦ κειμένου καλύπτει τὴ στήλη μὲ πυκνὰ γράμματα σύμφωνα μὲ τὶς εἰδήσεις τῆς ἡμέρας, τὶς ἀνταποκρίσεις ἀπὸ τὶς ἐπαρχίες καὶ τὶς δηλώσεις τῶν παραγόντων, ὅπως τυπώθηκαν στὴ σελίδα τῆς ἐφημερίδας.: [1313, 721, 1485, 832]
- headline-soviet-strength: Η ΙΣΧΥΣ ΤΗΣ ΣΟΒΙΕΤΙΚΗΣ ΕΝΩΣΗΣ: [1197, 143, 1418, 159]
- article-text: Ἡ συνέχεια τοῦ κειμένου καλύπτει τὴ στήλη μὲ πυκνὰ γράμματα σύμφωνα μὲ τὶς εἰδήσεις τῆς ἡμέρας, τὶς ἀνταποκρίσεις ἀπὸ τὶς ἐπαρχίες καὶ τὶς δηλώσεις τῶν παραγόντων, ὅπως τυπώθηκαν στὴ σελίδα τῆς ἐφημερίδας.: [1132, 170, 1304, 281]
- article-text: Ἡ συνέχεια τοῦ κειμένου καλύπτει τὴ στήλη μὲ πυκνὰ γράμματα σύμφωνα μὲ τὶς εἰδήσεις τῆς ἡμέρας, τὶς ἀνταποκρίσεις ἀπὸ τὶς ἐπαρχίες καὶ τὶς δηλώσεις τῶν παραγόντων, ὅπως τυπώθηκαν στὴ σελίδα τῆς ἐφημερίδας.: [1313, 170, 1485, 281]
- subhead: ΚΑΙ ΣΤΟ ΥΠΟΥΡΓΕΙΟ ΕΘΝΙΚΗΣ ΟΙΚΟΝΟΜΙΑΣ: [218, 1014, 387, 1041]
- article-text: Ἡ συνέχεια τοῦ κειμένου καλύπτει τὴ στήλη μὲ πυκνὰ γράμματα σύμφωνα μὲ τὶς εἰδήσεις τῆς ἡμέρας, τὶς ἀνταποκρίσεις ἀπὸ τὶς ἐπαρχίες καὶ τὶς δηλώσεις τῶν παραγόντων, ὅπως τυπώθηκαν στὴ σελίδα τῆς ἐφημερίδας.: [1313, 1489, 1485, 1599]
